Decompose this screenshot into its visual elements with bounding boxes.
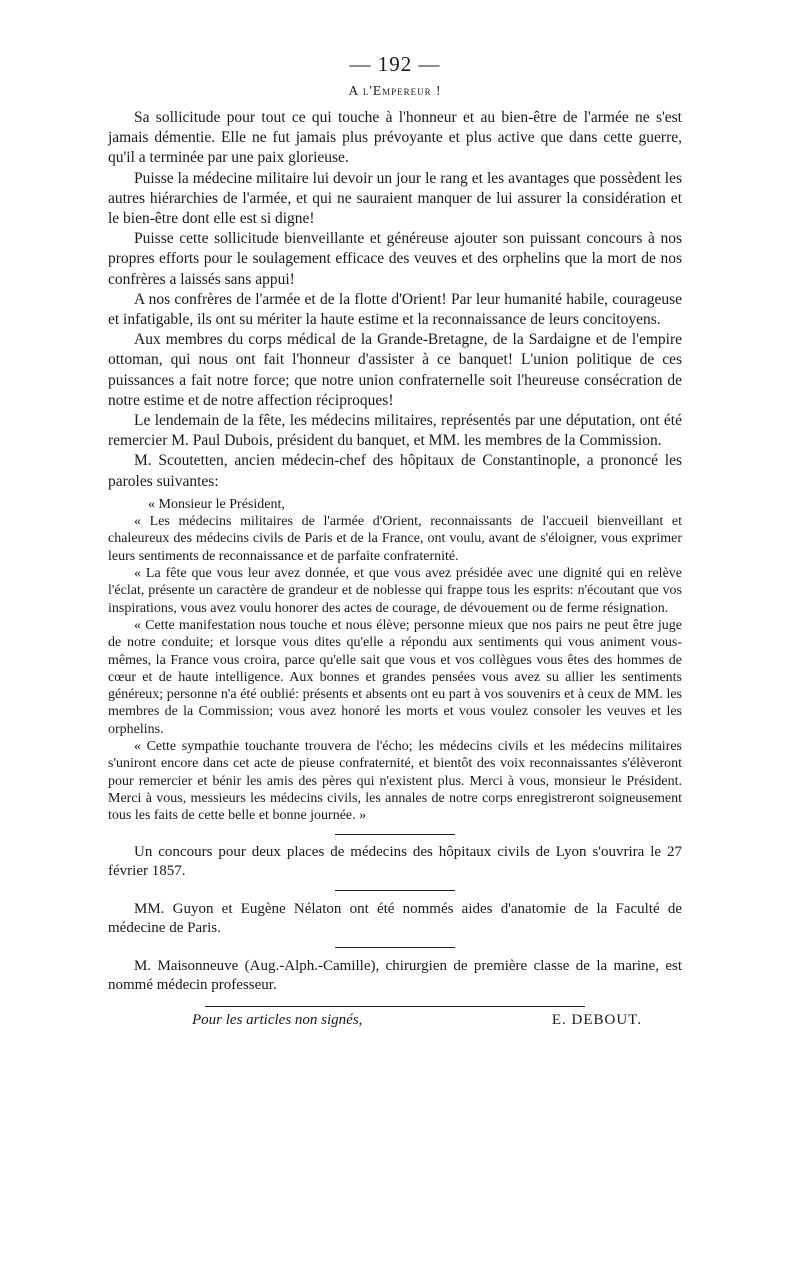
news-item — [108, 957, 682, 995]
paragraph: Puisse cette sollicitude bienveillante et généreuse ajouter son puissant concours à nos propres efforts pour le soulagement efficace des veuves et des orphelins que la mort de nos confrères a laissés sans appui! — [108, 230, 682, 288]
news-item — [108, 843, 682, 881]
speech-block — [108, 496, 682, 825]
paragraph: Sa sollicitude pour tout ce qui touche à l'honneur et au bien-être de l'armée ne s'est jamais démentie. Elle ne fut jamais plus prévoyante et plus active que dans cette guerre, qu'il a terminée par une paix glorieuse. — [108, 109, 682, 167]
speech-paragraph: « Les médecins militaires de l'armée d'Orient, reconnaissants de l'accueil bienveillant et chaleureux des médecins civils de Paris et de la France, ont voulu, avant de s'éloigner, vous exprimer leurs sentiments de reconnaissance et de parfaite confraternité. — [108, 514, 682, 564]
speech-paragraph: « Cette sympathie touchante trouvera de l'écho; les médecins civils et les médecins militaires s'uniront encore dans cet acte de pieuse confraternité, et bientôt des voix reconnaissantes s'élèveront pour remercier et bénir les amis des pères qui n'existent plus. Merci à vous, monsieur le Président. Merci à vous, messieurs les médecins civils, les annales de notre corps enregistreront soigneusement tous les faits de cette belle et bonne journée. » — [108, 739, 682, 824]
speech-salutation: « Monsieur le Président, — [148, 496, 285, 512]
toast-heading: A l'Empereur ! — [348, 83, 442, 98]
page-number: — 192 — — [349, 52, 441, 76]
speech-paragraph: « Cette manifestation nous touche et nous élève; personne mieux que nos pairs ne peut être juge de notre conduite; et lorsque vous dites qu'elle a répondu aux sentiments qui vous animent vous-mêmes, la France vous croira, parce qu'elle sait que vous et vos collègues vous êtes des hommes de cœur et de haute intelligence. Aux bonnes et grandes pensées vous avez su allier les sentiments généreux; personne n'a été oublié: présents et absents ont eu part à vos souvenirs et à ceux de MM. les membres de la Commission; vous avez honoré les morts et vous voulez consoler les veuves et les orphelins. — [108, 617, 682, 737]
paragraph: A nos confrères de l'armée et de la flotte d'Orient! Par leur humanité habile, courageuse et infatigable, ils ont su mériter la haute estime et la reconnaissance de leurs concitoyens. — [108, 290, 682, 329]
signature-rule — [205, 1006, 585, 1007]
news-text: Un concours pour deux places de médecins des hôpitaux civils de Lyon s'ouvrira le 27 février 1857. — [108, 843, 682, 879]
paragraph: M. Scoutetten, ancien médecin-chef des hôpitaux de Constantinople, a prononcé les paroles suivantes: — [108, 452, 682, 490]
signature-note: Pour les articles non signés, — [192, 1011, 363, 1028]
separator-rule — [335, 890, 455, 891]
toast-text — [108, 108, 682, 492]
separator-rule — [335, 834, 455, 835]
signature-author: E. DEBOUT. — [551, 1011, 642, 1028]
news-text: M. Maisonneuve (Aug.-Alph.-Camille), chirurgien de première classe de la marine, est nommé médecin professeur. — [108, 957, 682, 993]
document-page — [108, 52, 682, 1029]
separator-rule — [335, 947, 455, 948]
paragraph: Puisse la médecine militaire lui devoir un jour le rang et les avantages que possèdent les autres hiérarchies de l'armée, et qui ne sauraient manquer de lui assurer la considération et le bien-être dont elle est si digne! — [108, 169, 682, 228]
speech-paragraph: « La fête que vous leur avez donnée, et que vous avez présidée avec une dignité qui en relève l'éclat, présente un caractère de grandeur et de noblesse qui frappe tous les esprits: n'écoutant que vos inspirations, vous avez voulu honorer des actes de courage, de dévouement ou de ferme résignation. — [108, 566, 682, 616]
news-item — [108, 900, 682, 938]
news-text: MM. Guyon et Eugène Nélaton ont été nommés aides d'anatomie de la Faculté de médecine de Paris. — [108, 900, 682, 936]
signature — [108, 1012, 682, 1029]
paragraph: Aux membres du corps médical de la Grande-Bretagne, de la Sardaigne et de l'empire ottoman, qui nous ont fait l'honneur d'assister à ce banquet! L'union politique de ces puissances a fait notre force; que notre union confraternelle soit l'heureuse consécration de notre estime et de notre affection réciproques! — [108, 331, 682, 409]
paragraph: Le lendemain de la fête, les médecins militaires, représentés par une députation, ont été remercier M. Paul Dubois, président du banquet, et MM. les membres de la Commission. — [108, 412, 682, 450]
